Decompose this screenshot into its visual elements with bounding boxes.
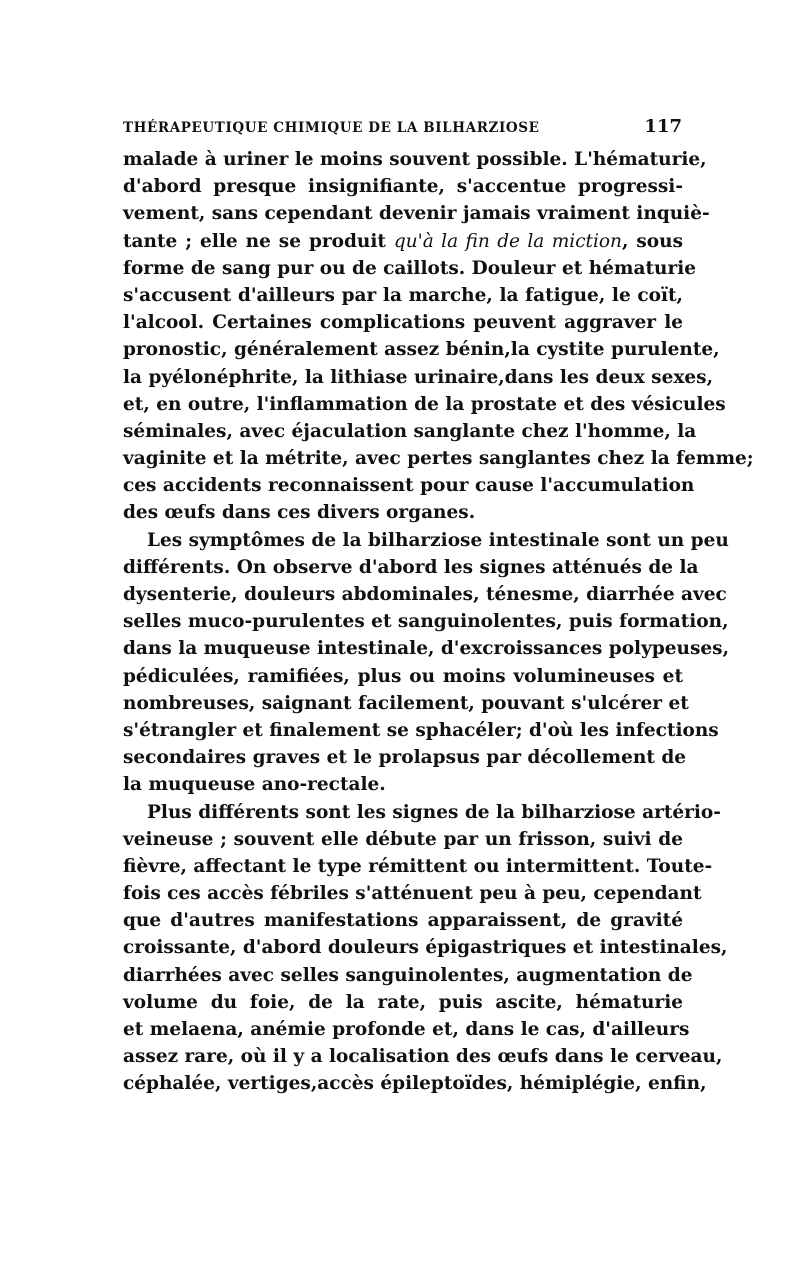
- text-line: que d'autres manifestations apparaissent, de gravité: [123, 910, 683, 932]
- italic-phrase: qu'à la fin de la miction: [393, 230, 622, 252]
- text-line: secondaires graves et le prolapsus par décollement de: [123, 747, 687, 769]
- text-run: , sous: [621, 230, 683, 252]
- text-line: Plus différents sont les signes de la bilharziose artério-: [147, 801, 721, 823]
- text-line: forme de sang pur ou de caillots. Douleur et hématurie: [123, 257, 697, 279]
- body-text: [123, 146, 754, 1098]
- text-line: pronostic, généralement assez bénin,la cystite purulente,: [123, 339, 720, 361]
- page-number: 117: [644, 116, 682, 137]
- text-line: [123, 228, 683, 255]
- text-line: assez rare, où il y a localisation des œufs dans le cerveau,: [123, 1046, 723, 1068]
- text-line: s'accusent d'ailleurs par la marche, la fatigue, le coït,: [123, 284, 683, 306]
- text-line: différents. On observe d'abord les signes atténués de la: [123, 556, 699, 578]
- text-line: l'alcool. Certaines complications peuvent aggraver le: [123, 312, 683, 334]
- text-line: fièvre, affectant le type rémittent ou intermittent. Toute-: [123, 855, 713, 877]
- text-line: et, en outre, l'inflammation de la prostate et des vésicules: [123, 393, 726, 415]
- text-line: volume du foie, de la rate, puis ascite, hématurie: [123, 991, 683, 1013]
- text-line: la muqueuse ano-rectale.: [123, 774, 386, 796]
- text-line: des œufs dans ces divers organes.: [123, 502, 476, 524]
- text-line: vaginite et la métrite, avec pertes sanglantes chez la femme;: [123, 448, 754, 470]
- text-line: selles muco-purulentes et sanguinolentes, puis formation,: [123, 611, 729, 633]
- text-line: malade à uriner le moins souvent possible. L'hématurie,: [123, 149, 707, 170]
- running-title: THÉRAPEUTIQUE CHIMIQUE DE LA BILHARZIOSE: [123, 120, 540, 136]
- text-line: la pyélonéphrite, la lithiase urinaire,dans les deux sexes,: [123, 366, 714, 388]
- text-line: fois ces accès fébriles s'atténuent peu à peu, cependant: [123, 883, 702, 905]
- text-line: ces accidents reconnaissent pour cause l'accumulation: [123, 475, 695, 497]
- text-line: veineuse ; souvent elle débute par un frisson, suivi de: [123, 828, 683, 850]
- text-line: pédiculées, ramifiées, plus ou moins volumineuses et: [123, 665, 683, 687]
- text-line: d'abord presque insignifiante, s'accentue progressi-: [123, 176, 683, 198]
- text-line: diarrhées avec selles sanguinolentes, augmentation de: [123, 964, 693, 986]
- text-line: dans la muqueuse intestinale, d'excroissances polypeuses,: [123, 638, 730, 660]
- text-line: s'étrangler et finalement se sphacéler; d'où les infections: [123, 719, 719, 741]
- text-run: tante ; elle ne se produit: [123, 230, 394, 252]
- running-head: [123, 116, 682, 137]
- text-line: dysenterie, douleurs abdominales, ténesme, diarrhée avec: [123, 584, 727, 605]
- text-line: nombreuses, saignant facilement, pouvant s'ulcérer et: [123, 692, 689, 714]
- text-line: céphalée, vertiges,accès épileptoïdes, hémiplégie, enfin,: [123, 1073, 707, 1095]
- text-line: Les symptômes de la bilharziose intestinale sont un peu: [147, 529, 729, 551]
- text-line: croissante, d'abord douleurs épigastriques et intestinales,: [123, 937, 728, 959]
- text-line: séminales, avec éjaculation sanglante chez l'homme, la: [123, 420, 697, 442]
- text-line: et melaena, anémie profonde et, dans le cas, d'ailleurs: [123, 1019, 690, 1040]
- text-line: vement, sans cependant devenir jamais vraiment inquiè-: [123, 203, 710, 225]
